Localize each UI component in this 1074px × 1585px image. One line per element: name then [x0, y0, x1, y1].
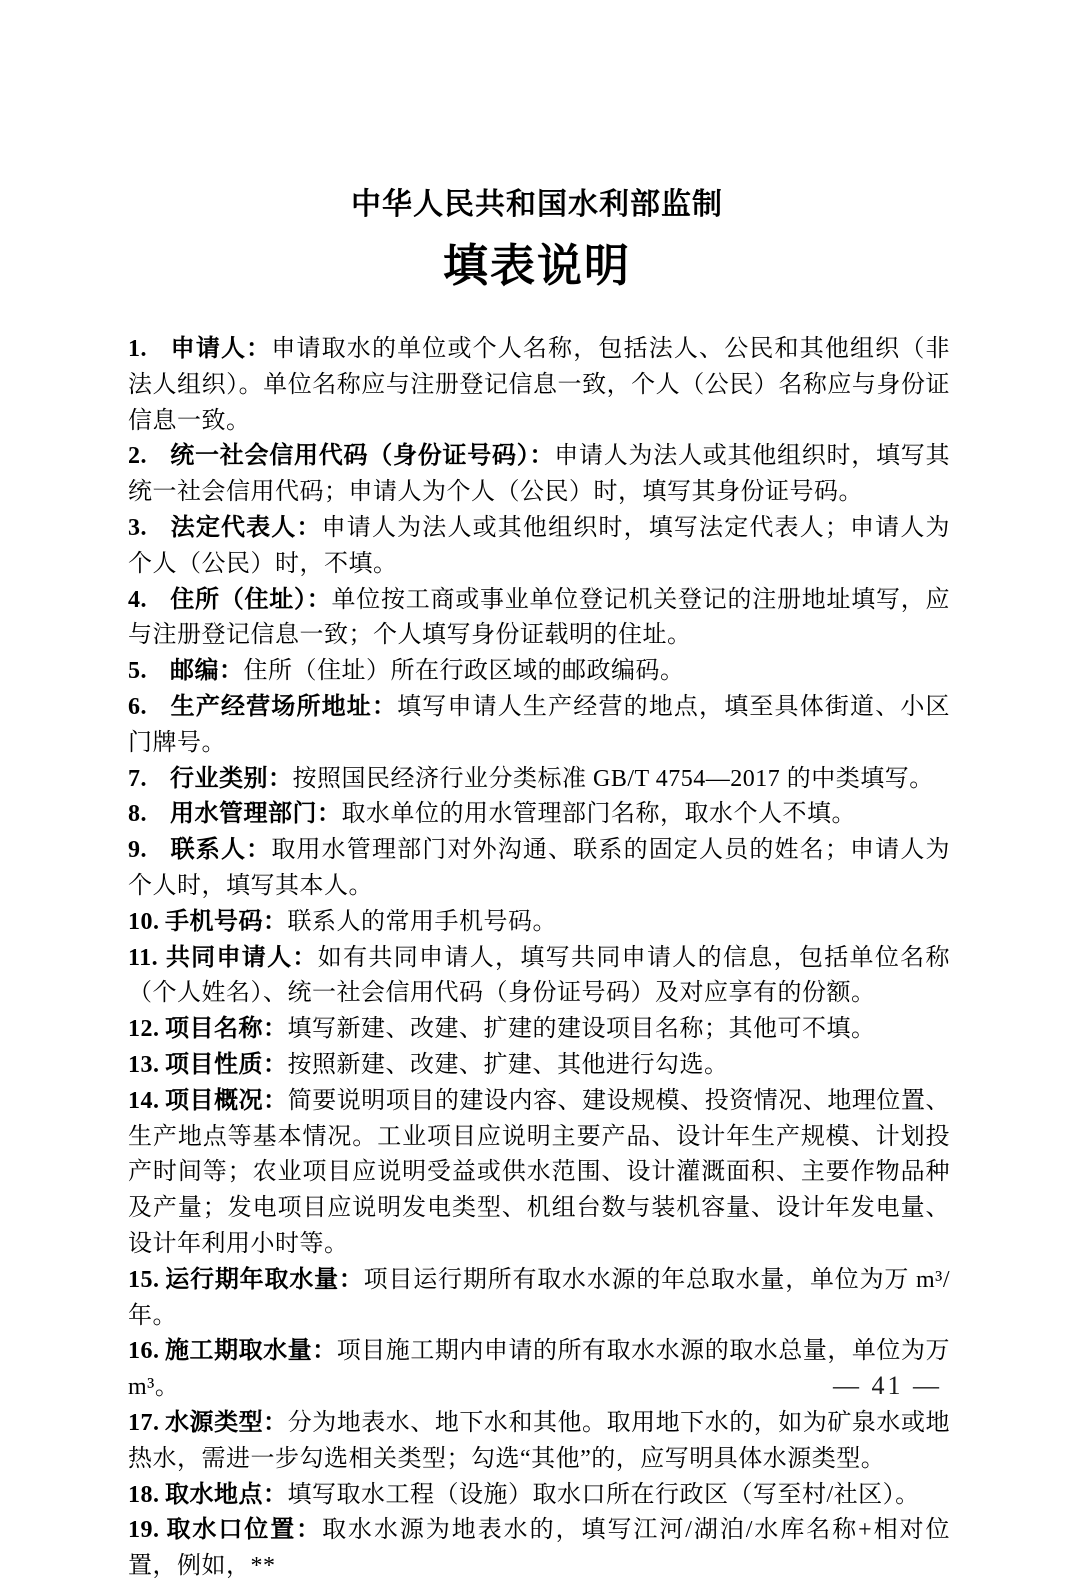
instruction-item	[128, 1334, 950, 1406]
item-text: 按照国民经济行业分类标准 GB/T 4754—2017 的中类填写。	[292, 765, 934, 792]
item-label: 用水管理部门：	[170, 801, 342, 828]
item-number: 18.	[128, 1481, 160, 1508]
item-text: 申请人为法人或其他组织时，填写法定代表人；申请人为个人（公民）时，不填。	[128, 514, 951, 577]
document-title: 填表说明	[442, 241, 631, 291]
item-label: 生产经营场所地址：	[170, 693, 398, 720]
item-label: 法定代表人：	[170, 514, 322, 541]
item-label: 邮编：	[170, 658, 244, 685]
document-issuer-line: 中华人民共和国水利部监制	[351, 188, 723, 221]
instruction-item	[128, 439, 950, 511]
instruction-item	[128, 1263, 950, 1335]
item-text: 取水水源为地表水的，填写江河/湖泊/水库名称+相对位置，例如，**	[128, 1517, 950, 1580]
item-label: 项目性质：	[165, 1051, 288, 1078]
instruction-item	[128, 332, 950, 439]
item-text: 项目施工期内申请的所有取水水源的取水总量，单位为万 m³。	[128, 1338, 950, 1401]
instruction-item	[128, 690, 950, 762]
instruction-item	[128, 833, 950, 905]
item-number: 14.	[128, 1087, 160, 1114]
item-label: 项目概况：	[165, 1087, 288, 1114]
item-number: 9.	[128, 837, 147, 864]
item-number: 10.	[128, 908, 160, 935]
item-label: 取水地点：	[165, 1481, 288, 1508]
item-text: 项目运行期所有取水水源的年总取水量，单位为万 m³/年。	[128, 1266, 951, 1329]
item-text: 简要说明项目的建设内容、建设规模、投资情况、地理位置、生产地点等基本情况。工业项目应说明主要产品、设计年生产规模、计划投产时间等；农业项目应说明受益或供水范围、设计灌溉面积、主要作物品种及产量；发电项目应说明发电类型、机组台数与装机容量、设计年发电量、设计年利用小时等。	[128, 1087, 950, 1257]
item-text: 填写申请人生产经营的地点，填至具体街道、小区门牌号。	[128, 693, 951, 756]
instruction-item	[128, 583, 950, 655]
item-number: 17.	[128, 1409, 160, 1436]
item-label: 取水口位置：	[165, 1517, 323, 1544]
item-text: 申请人为法人或其他组织时，填写其统一社会信用代码；申请人为个人（公民）时，填写其身份证号码。	[128, 443, 950, 506]
item-text: 如有共同申请人，填写共同申请人的信息，包括单位名称（个人姓名）、统一社会信用代码（身份证号码）及对应享有的份额。	[128, 944, 951, 1007]
item-number: 7.	[128, 765, 147, 792]
item-number: 15.	[128, 1266, 160, 1293]
item-text: 填写新建、改建、扩建的建设项目名称；其他可不填。	[287, 1016, 876, 1043]
item-text: 填写取水工程（设施）取水口所在行政区（写至村/社区）。	[287, 1481, 920, 1508]
item-number: 6.	[128, 693, 147, 720]
item-label: 手机号码：	[165, 908, 288, 935]
item-label: 水源类型：	[165, 1409, 288, 1436]
item-label: 施工期取水量：	[165, 1338, 337, 1365]
item-text: 单位按工商或事业单位登记机关登记的注册地址填写，应与注册登记信息一致；个人填写身份证载明的住址。	[128, 586, 950, 649]
item-text: 取用水管理部门对外沟通、联系的固定人员的姓名；申请人为个人时，填写其本人。	[128, 837, 951, 899]
item-number: 11.	[128, 944, 159, 971]
instruction-item	[128, 511, 950, 583]
instruction-item	[128, 797, 950, 833]
item-number: 16.	[128, 1338, 160, 1365]
item-label: 统一社会信用代码（身份证号码）：	[170, 443, 555, 470]
item-text: 分为地表水、地下水和其他。取用地下水的，如为矿泉水或地热水，需进一步勾选相关类型；勾选“其他”的，应写明具体水源类型。	[128, 1409, 950, 1472]
item-text: 住所（住址）所在行政区域的邮政编码。	[243, 658, 685, 685]
item-number: 8.	[128, 801, 147, 828]
item-text: 联系人的常用手机号码。	[287, 908, 557, 935]
item-number: 12.	[128, 1016, 160, 1043]
item-label: 住所（住址）：	[170, 586, 332, 613]
item-label: 共同申请人：	[165, 944, 318, 971]
item-label: 行业类别：	[170, 765, 293, 792]
item-number: 4.	[128, 586, 147, 613]
item-text: 取水单位的用水管理部门名称，取水个人不填。	[341, 801, 856, 828]
instruction-item	[128, 1513, 950, 1585]
item-label: 运行期年取水量：	[165, 1266, 364, 1293]
item-number: 5.	[128, 658, 147, 685]
instruction-item	[128, 905, 950, 941]
item-label: 联系人：	[170, 837, 272, 864]
instruction-item	[128, 1084, 950, 1263]
instruction-item	[128, 654, 950, 690]
instruction-item	[128, 1012, 950, 1048]
item-number: 19.	[128, 1517, 160, 1544]
item-number: 13.	[128, 1051, 160, 1078]
instruction-item	[128, 1048, 950, 1084]
item-text: 按照新建、改建、扩建、其他进行勾选。	[287, 1051, 729, 1078]
instruction-item	[128, 762, 950, 798]
page-number: — 41 —	[833, 1371, 942, 1400]
item-text: 申请取水的单位或个人名称，包括法人、公民和其他组织（非法人组织）。单位名称应与注册登记信息一致，个人（公民）名称应与身份证信息一致。	[128, 336, 951, 434]
item-number: 3.	[128, 514, 147, 541]
item-number: 1.	[128, 336, 147, 362]
item-label: 申请人：	[170, 336, 272, 362]
instruction-item	[128, 1406, 950, 1478]
item-label: 项目名称：	[165, 1016, 288, 1043]
item-number: 2.	[128, 443, 147, 470]
instruction-item	[128, 941, 950, 1013]
instruction-item	[128, 1478, 950, 1514]
